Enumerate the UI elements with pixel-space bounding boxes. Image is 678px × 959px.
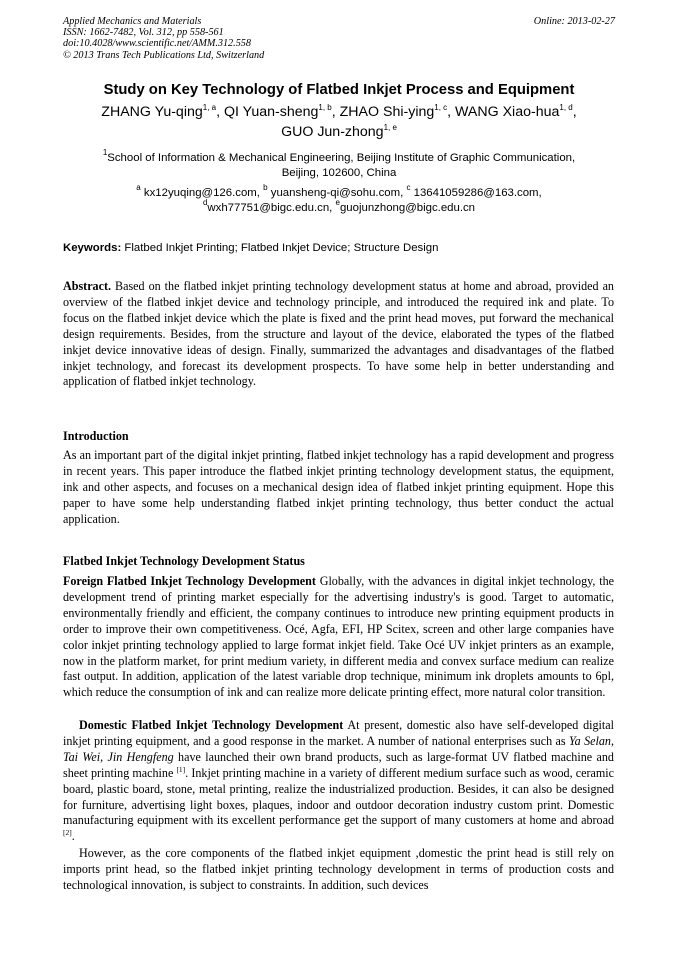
email-link[interactable]: 13641059286@163.com, bbox=[413, 187, 542, 199]
author-affil-mark: 1, e bbox=[383, 123, 397, 132]
author-name: ZHAO Shi-ying bbox=[339, 104, 435, 120]
separator: , bbox=[610, 733, 615, 748]
author-affil-mark: 1, a bbox=[202, 103, 217, 112]
journal-info bbox=[63, 16, 264, 61]
author-name: ZHANG Yu-qing bbox=[101, 104, 203, 120]
foreign-text: Globally, with the advances in digital inkjet technology, the development trend of printing market especially for the advertising industry's is good. Target to automatic, environmentally friendly and efficient, the company continues to introduce new printing equipment products in order to improve their own competitiveness. Océ, Agfa, EFI, HP Scitex, screen and other large companies have color inkjet printing technology applied to large format inkjet field. Take Océ UV inkjet printers as an example, now in the platform market, for print medium variety, in different media and convex surface medium can realize fast output. In addition, application of the latest variable drop technique, minimum ink droplets amounts to 6pl, which reduce the consumption of ink and can realize more delicate printing effect, more natural color transition. bbox=[63, 574, 614, 700]
foreign-paragraph bbox=[63, 574, 614, 701]
section-heading-introduction: Introduction bbox=[63, 429, 129, 443]
keywords bbox=[63, 242, 438, 254]
email-link[interactable]: guojunzhong@bigc.edu.cn bbox=[339, 202, 476, 214]
email-link[interactable]: kx12yuqing@126.com, bbox=[143, 187, 260, 199]
affil-mark: 1 bbox=[102, 148, 108, 157]
enterprise-name: Tai Wei bbox=[63, 749, 101, 764]
section-heading-status: Flatbed Inkjet Technology Development Status bbox=[63, 554, 305, 568]
author-name: QI Yuan-sheng bbox=[224, 104, 319, 120]
author-name: WANG Xiao-hua bbox=[455, 104, 560, 120]
keywords-label: Keywords: bbox=[63, 242, 122, 254]
citation-ref[interactable]: [2] bbox=[63, 828, 72, 838]
foreign-subheading: Foreign Flatbed Inkjet Technology Development bbox=[63, 574, 316, 588]
abstract-label: Abstract. bbox=[63, 279, 112, 293]
email-link[interactable]: yuansheng-qi@sohu.com, bbox=[270, 187, 404, 199]
paper-title: Study on Key Technology of Flatbed Inkjet Process and Equipment bbox=[103, 82, 575, 98]
online-date: Online: 2013-02-27 bbox=[533, 16, 615, 27]
domestic-paragraph bbox=[63, 718, 614, 845]
author-affil-mark: 1, d bbox=[559, 103, 573, 112]
author-list bbox=[50, 102, 628, 142]
affiliation bbox=[70, 148, 608, 181]
author-affil-mark: 1, b bbox=[318, 103, 332, 112]
email-link[interactable]: wxh77751@bigc.edu.cn, bbox=[207, 202, 333, 214]
enterprise-name: Jin Hengfeng bbox=[107, 749, 174, 764]
enterprise-name: Ya Selan bbox=[569, 733, 611, 748]
keywords-text: Flatbed Inkjet Printing; Flatbed Inkjet Device; Structure Design bbox=[124, 242, 439, 254]
author-separator: , bbox=[331, 104, 340, 120]
domestic-text: . Inkjet printing machine in a variety of different medium surface such as wood, ceramic board, plastic board, stone, metal printing, realize the industrialized production. Besides, it can also be designed for furniture, advertising light boxes, plaques, indoor and outdoor decoration industry custom print. Domestic manufacturing equipment with its excellent performance get the support of many customers at home and abroad bbox=[63, 765, 614, 828]
journal-name: Applied Mechanics and Materials bbox=[63, 16, 202, 27]
email-list: $^a$ kx12yuqing@126.com, $^b$ yuansheng-qi@sohu.com, $^c$ 13641059286@163.com, $^d$wxh77751@bigc.edu.cn, $^e$guojunzhong@bigc.edu.cn bbox=[136, 183, 542, 214]
abstract-text: Based on the flatbed inkjet printing technology development status at home and abroad, provided an overview of the flatbed inkjet device and technology principle, and introduced the required ink and plate. To focus on the flatbed inkjet device which the plate is fixed and the print head moves, put forward the mechanical design requirements. Besides, from the structure and layout of the device, elaborated the types of the flatbed inkjet device innovative ideas of design. Finally, summarized the advantages and disadvantages of the flatbed inkjet technology, and forecast its development prospects. To have some help in better understanding and application of flatbed inkjet technology. bbox=[63, 279, 614, 389]
author-separator: , bbox=[572, 104, 577, 120]
domestic-subheading: Domestic Flatbed Inkjet Technology Development bbox=[79, 718, 344, 732]
affil-line-1: School of Information & Mechanical Engineering, Beijing Institute of Graphic Communication, bbox=[107, 152, 576, 164]
separator: , bbox=[100, 749, 108, 764]
author-separator: , bbox=[447, 104, 456, 120]
abstract bbox=[63, 279, 614, 390]
doi-line: doi:10.4028/www.scientific.net/AMM.312.558 bbox=[63, 38, 251, 50]
author-separator: , bbox=[216, 104, 224, 120]
domestic-text: have launched their own brand products, such as large-format UV flatbed machine and sheet printing machine bbox=[63, 749, 614, 780]
last-paragraph: However, as the core components of the flatbed inkjet equipment ,domestic the print head is still rely on imports print head, so the flatbed inkjet printing technology development in terms of production costs and technological innovation, is subject to constraints. In addition, such devices bbox=[63, 846, 614, 892]
copyright-line: © 2013 Trans Tech Publications Ltd, Switzerland bbox=[63, 49, 265, 61]
issn-line: ISSN: 1662-7482, Vol. 312, pp 558-561 bbox=[63, 27, 224, 39]
domestic-text: . bbox=[71, 829, 75, 844]
citation-ref[interactable]: [1] bbox=[176, 764, 186, 774]
affil-line-2: Beijing, 102600, China bbox=[281, 167, 397, 179]
author-name: GUO Jun-zhong bbox=[281, 124, 384, 140]
author-affil-mark: 1, c bbox=[434, 103, 448, 112]
domestic-text: At present, domestic also have self-developed digital inkjet printing equipment, and a good response in the market. A number of national enterprises such as bbox=[63, 718, 614, 748]
introduction-text: As an important part of the digital inkjet printing, flatbed inkjet technology has a rapid development and progress in recent years. This paper introduce the flatbed inkjet printing technology development status, the equipment, ink and other aspects, and focuses on a mechanical design idea of flatbed inkjet printing equipment. Hope this paper to have some help understanding flatbed inkjet printing technology, thus better conduct the actual application. bbox=[63, 448, 614, 526]
